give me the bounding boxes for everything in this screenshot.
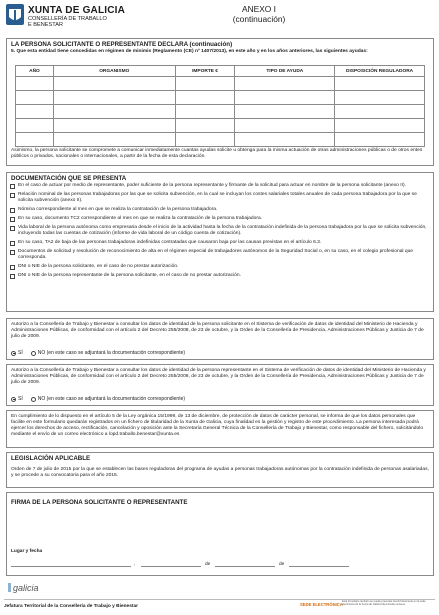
month-input[interactable] (215, 557, 275, 567)
radio-no[interactable] (31, 397, 36, 402)
xunta-coat-of-arms-icon (4, 3, 26, 27)
de-separator: de (279, 562, 285, 567)
list-item: Nómina correspondiente al mes en que se realiza la contratación de la persona trabajadora. (10, 207, 430, 213)
table-cell[interactable] (335, 77, 425, 91)
table-cell[interactable] (16, 133, 54, 147)
checkbox[interactable] (10, 274, 15, 279)
legislation-section (6, 452, 434, 488)
checkbox[interactable] (10, 217, 15, 222)
radio-yes[interactable] (11, 351, 16, 356)
table-cell[interactable] (335, 133, 425, 147)
table-cell[interactable] (175, 91, 235, 105)
year-input[interactable] (289, 557, 349, 567)
list-item: En su caso, documento TC2 correspondiente al mes en que se realiza la contratación de la persona trabajadora. (10, 216, 430, 222)
table-row (16, 119, 425, 133)
data-protection-section (6, 410, 434, 448)
checkbox[interactable] (10, 250, 15, 255)
table-cell[interactable] (16, 119, 54, 133)
declaration-section (6, 38, 434, 166)
documentation-section (6, 172, 434, 312)
place-input[interactable] (11, 557, 131, 567)
signature-title: FIRMA DE LA PERSONA SOLICITANTE O REPRESENTANTE (11, 499, 188, 506)
table-cell[interactable] (235, 133, 335, 147)
comma-separator: , (134, 562, 136, 567)
list-item: Documentos de solicitud y resolución de reconocimiento de alta en el régimen especial de trabajadores autónomos de la Seguridad Social o, en su caso, en el colegio profesional que corresponda. (10, 249, 430, 261)
declaration-note: Asimismo, la persona solicitante se compromete a comunicar inmediatamente cuantas ayudas solicite u obtenga para la misma actuación de otras administraciones públicas o de otros entes públicos o privados, nacionales o internacionales, a partir de la fecha de esta declaración. (11, 148, 423, 160)
authorization-representative-text: Autorizo a la Consellería de Trabajo y Bienestar a consultar los datos de identidad de la persona representante en el Sistema de verificación de datos de identidad del Ministerio de Hacienda y Administraciones Públicas, de conformidad con el artículo 2 del Decreto 255/2008, de 23 de octubre, y la Orden de la Consellería de Presidencia, Administraciones Públicas y Justicia de 7 de julio de 2009. (11, 368, 426, 386)
column-header: AÑO (16, 66, 54, 77)
signature-section (6, 492, 434, 576)
column-header: IMPORTE € (175, 66, 235, 77)
list-item: En su caso, TA2 de baja de las personas trabajadoras indefinidas contratadas que causaron baja por las causas previstas en el artículo 6.3. (10, 240, 430, 246)
table-cell[interactable] (235, 91, 335, 105)
table-cell[interactable] (53, 91, 175, 105)
checkbox[interactable] (10, 265, 15, 270)
table-cell[interactable] (175, 119, 235, 133)
declaration-item-5: 5. Que esta entidad tiene concedidas en régimen de minimis (Reglamento (CE) nº 1407/2013), en este año y en los años anteriores, las siguientes ayudas: (11, 49, 368, 54)
table-row (16, 91, 425, 105)
legislation-title: LEGISLACIÓN APLICABLE (11, 455, 91, 462)
authorization-applicant-options (11, 350, 185, 356)
table-cell[interactable] (235, 105, 335, 119)
checkbox[interactable] (10, 193, 15, 198)
column-header: TIPO DE AYUDA (235, 66, 335, 77)
table-row (16, 133, 425, 147)
page-header (4, 3, 435, 31)
table-row (16, 105, 425, 119)
documentation-title: DOCUMENTACIÓN QUE SE PRESENTA (11, 175, 127, 182)
galicia-logo-mark-icon (8, 583, 11, 592)
column-header: DISPOSICIÓN REGULADORA (335, 66, 425, 77)
column-header: ORGANISMO (53, 66, 175, 77)
table-cell[interactable] (53, 77, 175, 91)
list-item: DNI o NIE de la persona solicitante, en el caso de no prestar autorización. (10, 264, 430, 270)
documentation-list (10, 183, 430, 282)
list-item: Relación nominal de las personas trabajadoras por las que se solicita subvención, en la cual se incluyan los costes salariales totales anuales de cada persona trabajadora por la que se solicita subvención (anexo II). (10, 192, 430, 204)
footer-office: Jefatura Territorial de la Consellería de Trabajo y Bienestar (4, 604, 139, 609)
org-department: CONSELLERÍA DE TRABALLO E BENESTAR (28, 16, 107, 29)
table-cell[interactable] (175, 105, 235, 119)
authorization-applicant-text: Autorizo a la Consellería de Trabajo y Bienestar a consultar los datos de identidad de la persona solicitante en el Sistema de verificación de datos de identidad del Ministerio de Hacienda y Administraciones Públicas, de conformidad con el artículo 2 del Decreto 255/2008, de 23 de octubre, y la Orden de la Consellería de Presidencia, Administraciones Públicas y Justicia de 7 de julio de 2009. (11, 322, 424, 340)
radio-no-label: NO (en este caso se adjuntará la documentación correspondiente) (37, 350, 186, 356)
table-cell[interactable] (16, 105, 54, 119)
table-cell[interactable] (53, 105, 175, 119)
radio-yes-label: SÍ (18, 350, 23, 356)
de-separator: de (205, 562, 211, 567)
radio-no[interactable] (31, 351, 36, 356)
minimis-aid-table (15, 65, 425, 147)
table-cell[interactable] (335, 91, 425, 105)
table-cell[interactable] (235, 119, 335, 133)
checkbox[interactable] (10, 226, 15, 231)
data-protection-text: En cumplimiento de lo dispuesto en el artículo 5 de la Ley orgánica 15/1999, de 13 de diciembre, de protección de datos de carácter personal, se informa de que los datos personales que facilite en este formulario quedarán registrados en un fichero de titularidad de la Xunta de Galicia, cuya finalidad es la gestión y registro de este procedimiento. La persona interesada podrá ejercer los derechos de acceso, rectificación, cancelación y oposición ante la Secretaría General Técnica de la Consellería de Trabajo y Bienestar, como responsable del fichero, solicitándolo mediante el envío de un correo electrónico a lopd.traballo.benestar@xunta.es (11, 414, 424, 438)
authorization-representative-options (11, 396, 185, 402)
radio-no-label: NO (en este caso se adjuntará la documentación correspondiente) (37, 396, 186, 402)
galicia-logo: galicia (8, 583, 39, 593)
annex-title: ANEXO I (continuación) (232, 4, 286, 24)
checkbox[interactable] (10, 241, 15, 246)
table-cell[interactable] (235, 77, 335, 91)
table-cell[interactable] (335, 105, 425, 119)
footer-note: Esta formulario también se puede presentar electrónicamente en la sede electrónica de la Xunta de Galicia https://sede.xunta.es (342, 600, 426, 607)
table-cell[interactable] (175, 77, 235, 91)
authorization-representative-section (6, 364, 434, 406)
checkbox[interactable] (10, 208, 15, 213)
table-cell[interactable] (16, 77, 54, 91)
declaration-title: LA PERSONA SOLICITANTE O REPRESENTANTE DECLARA (continuación) (11, 41, 233, 48)
radio-yes-label: SÍ (18, 396, 23, 402)
place-date-label: Lugar y fecha (11, 549, 43, 554)
table-row (16, 77, 425, 91)
table-cell[interactable] (16, 91, 54, 105)
list-item: DNI o NIE de la persona representante de la persona solicitante, en el caso de no prestar autorización. (10, 273, 430, 279)
table-cell[interactable] (175, 133, 235, 147)
checkbox[interactable] (10, 184, 15, 189)
authorization-applicant-section (6, 318, 434, 360)
org-name: XUNTA DE GALICIA (28, 5, 126, 16)
table-cell[interactable] (335, 119, 425, 133)
table-cell[interactable] (53, 119, 175, 133)
list-item: En el caso de actuar por medio de representante, poder suficiente de la persona representante y firmante de la solicitud para actuar en nombre de la persona solicitante (anexo II). (10, 183, 430, 189)
radio-yes[interactable] (11, 397, 16, 402)
list-item: Vida laboral de la persona autónoma como empresaria desde el inicio de la actividad hasta la fecha de la contratación indefinida de la persona trabajadora por la que se solicita subvención, incluyendo todas las cuentas de cotización (informe de vida laboral de un código cuenta de cotización). (10, 225, 430, 237)
table-header-row (16, 66, 425, 77)
sede-electronica-link[interactable]: SEDE ELECTRÓNICA (300, 602, 343, 607)
day-input[interactable] (141, 557, 201, 567)
legislation-text: Orden de 7 de julio de 2015 por la que se establecen las bases reguladoras del programa de ayudas a personas trabajadoras autónomas por la contratación indefinida de personas asalariadas, y se procede a su convocatoria para el año 2015. (11, 467, 429, 479)
table-cell[interactable] (53, 133, 175, 147)
